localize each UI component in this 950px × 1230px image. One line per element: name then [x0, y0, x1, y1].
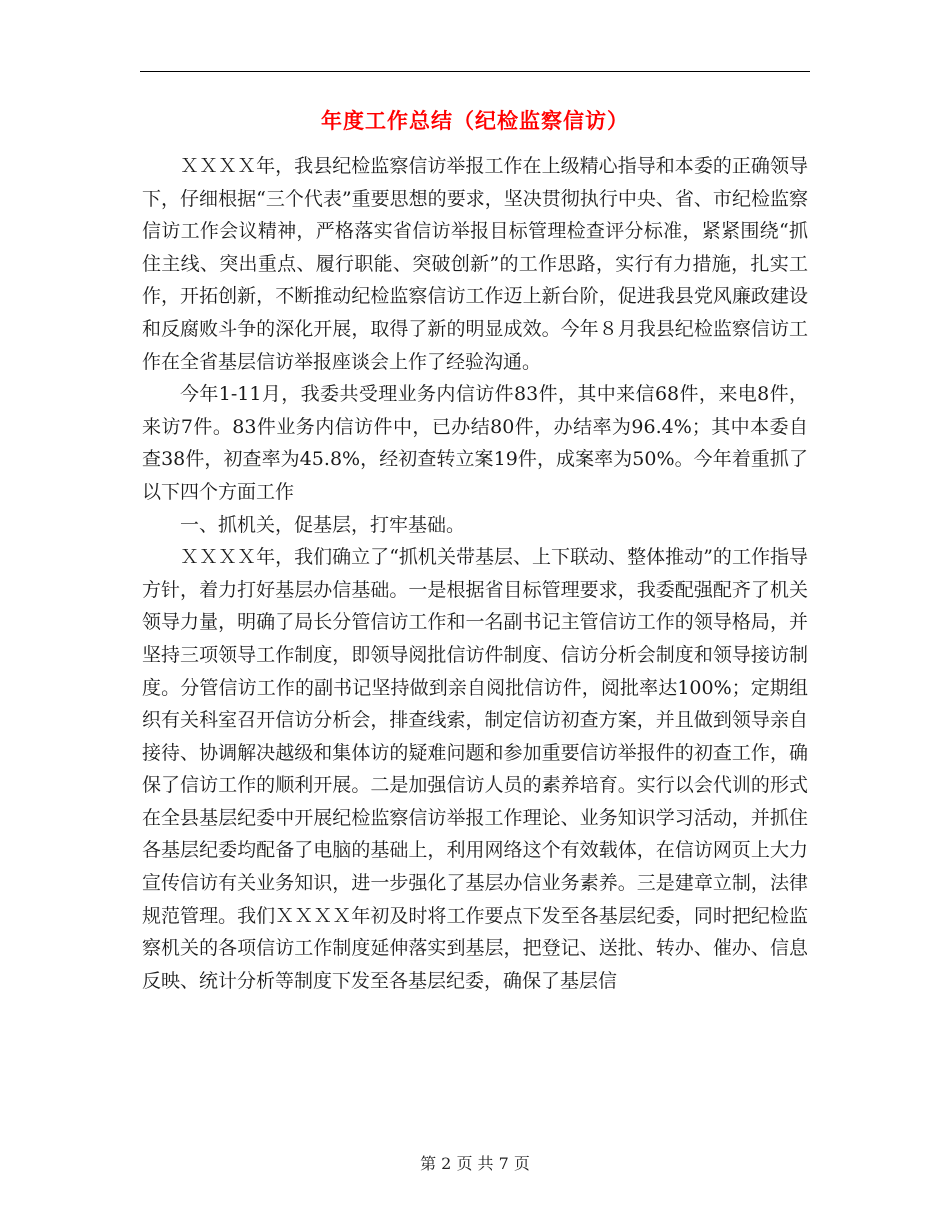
header-rule [140, 71, 810, 72]
section-heading-one: 一、抓机关，促基层，打牢基础。 [180, 513, 466, 536]
paragraph-intro: ＸＸＸＸ年，我县纪检监察信访举报工作在上级精心指导和本委的正确领导下，仔细根据“三个代表”重要思想的要求，坚决贯彻执行中央、省、市纪检监察信访工作会议精神，严格落实省信访举报目标管理检查评分标准，紧紧围绕“抓住主线、突出重点、履行职能、突破创新”的工作思路，实行有力措施，扎实工作，开拓创新，不断推动纪检监察信访工作迈上新台阶，促进我县党风廉政建设和反腐败斗争的深化开展，取得了新的明显成效。今年８月我县纪检监察信访工作在全省基层信访举报座谈会上作了经验沟通。 [142, 155, 808, 373]
document-body [142, 150, 808, 997]
document-title: 年度工作总结（纪检监察信访） [321, 108, 629, 133]
page-number: 第 2 页 共 7 页 [420, 1154, 530, 1173]
paragraph-statistics: 今年1-11月，我委共受理业务内信访件83件，其中来信68件，来电8件，来访7件。83件业务内信访件中，已办结80件，办结率为96.4%；其中本委自查38件，初查率为45.8%，经初查转立案19件，成案率为50%。今年着重抓了以下四个方面工作 [142, 383, 808, 503]
paragraph-section-one: ＸＸＸＸ年，我们确立了“抓机关带基层、上下联动、整体推动”的工作指导方针，着力打好基层办信基础。一是根据省目标管理要求，我委配强配齐了机关领导力量，明确了局长分管信访工作和一名副书记主管信访工作的领导格局，并坚持三项领导工作制度，即领导阅批信访件制度、信访分析会制度和领导接访制度。分管信访工作的副书记坚持做到亲自阅批信访件，阅批率达100%；定期组织有关科室召开信访分析会，排查线索，制定信访初查方案，并且做到领导亲自接待、协调解决越级和集体访的疑难问题和参加重要信访举报件的初查工作，确保了信访工作的顺利开展。二是加强信访人员的素养培育。实行以会代训的形式在全县基层纪委中开展纪检监察信访举报工作理论、业务知识学习活动，并抓住各基层纪委均配备了电脑的基础上，利用网络这个有效载体，在信访网页上大力宣传信访有关业务知识，进一步强化了基层办信业务素养。三是建章立制，法律规范管理。我们ＸＸＸＸ年初及时将工作要点下发至各基层纪委，同时把纪检监察机关的各项信访工作制度延伸落实到基层，把登记、送批、转办、催办、信息反映、统计分析等制度下发至各基层纪委，确保了基层信 [142, 546, 808, 992]
